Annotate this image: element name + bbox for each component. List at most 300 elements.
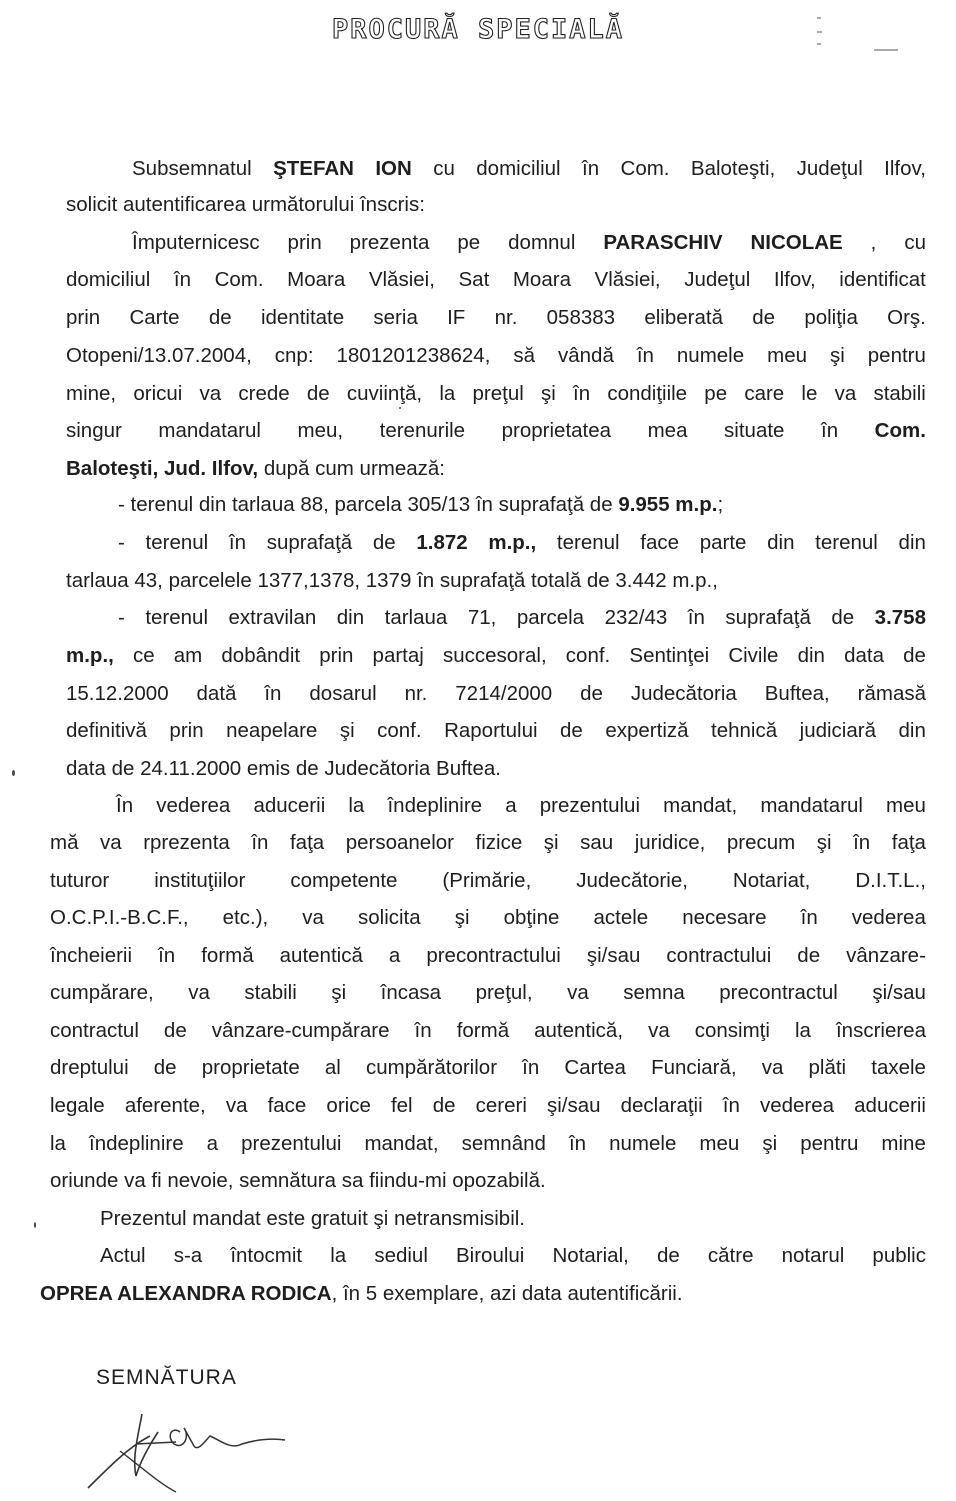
word: prin <box>169 719 204 742</box>
word: la <box>50 1132 66 1155</box>
word: contractul <box>50 1019 139 1042</box>
word: le <box>801 382 818 405</box>
text-line <box>66 418 926 444</box>
word: vederea <box>851 906 926 929</box>
word: competente <box>290 869 398 892</box>
word: data <box>844 644 884 667</box>
word: În <box>116 794 134 817</box>
word: de <box>153 1056 177 1079</box>
text-line <box>50 1093 926 1119</box>
word: NICOLAE <box>750 231 843 254</box>
word: în <box>853 831 871 854</box>
text-line <box>66 192 926 218</box>
word: prezentului <box>539 794 641 817</box>
word: pe <box>457 231 481 254</box>
word: , <box>870 231 877 254</box>
word: Notariat, <box>732 869 811 892</box>
word: pentru <box>800 1132 859 1155</box>
word: vânzare-cumpărare <box>211 1019 390 1042</box>
word: etc.), <box>222 906 269 929</box>
word: semnând <box>461 1132 546 1155</box>
word: face <box>640 531 680 554</box>
text-line <box>50 1055 926 1081</box>
word: fel <box>390 1094 413 1117</box>
word: D.I.T.L., <box>855 869 926 892</box>
text-line <box>66 267 926 293</box>
word: Com. <box>214 268 264 291</box>
word: nr. <box>494 306 518 329</box>
word: nr. <box>404 682 428 705</box>
word: aferente, <box>124 1094 206 1117</box>
word: dreptului <box>50 1056 129 1079</box>
word: în <box>800 906 818 929</box>
word: va <box>648 1019 670 1042</box>
bold-text: 9.955 m.p. <box>618 493 718 516</box>
word: neapelare <box>226 719 318 742</box>
word: Notarial, <box>552 1244 629 1267</box>
word: Vlăsiei, <box>368 268 435 291</box>
word: în <box>522 1056 540 1079</box>
word: la <box>348 794 365 817</box>
word: 1.872 <box>416 531 468 554</box>
word: autentică <box>279 944 363 967</box>
word: care <box>744 382 785 405</box>
word: meu, <box>297 419 344 442</box>
scan-speck <box>399 407 401 409</box>
word: Sat <box>458 268 490 291</box>
word: Judeţul <box>684 268 751 291</box>
word: Cartea <box>564 1056 626 1079</box>
text-line <box>66 381 926 407</box>
word: cereri <box>475 1094 527 1117</box>
word: înscrierea <box>835 1019 926 1042</box>
word: precontractului <box>426 944 561 967</box>
text-run: după cum urmează: <box>258 457 445 480</box>
document-title: PROCURĂ SPECIALĂ <box>331 14 625 45</box>
word: mea <box>647 419 688 442</box>
word: identitate <box>260 306 345 329</box>
word: plăti <box>808 1056 847 1079</box>
word: şi <box>454 906 470 929</box>
word: în <box>821 419 839 442</box>
word: prin <box>287 231 322 254</box>
word: va <box>761 1056 784 1079</box>
word: pe <box>704 382 728 405</box>
word: meu <box>699 1132 740 1155</box>
word: conf. <box>377 719 422 742</box>
word: mandat, <box>364 1132 439 1155</box>
word: terenul <box>145 531 209 554</box>
text-line <box>66 681 926 707</box>
word: şi <box>543 831 559 854</box>
word: precontractul <box>719 981 838 1004</box>
word: meu <box>886 794 926 817</box>
word: instituţiilor <box>154 869 246 892</box>
word: va <box>100 831 122 854</box>
word: vândă <box>558 344 614 367</box>
word: precum <box>726 831 796 854</box>
word: mă <box>50 831 79 854</box>
word: 058383 <box>546 306 616 329</box>
word: condiţiile <box>607 382 688 405</box>
text-line <box>50 1168 926 1194</box>
word: de <box>797 944 821 967</box>
word: extravilan <box>228 606 317 629</box>
word: la <box>794 1019 811 1042</box>
text-run: oriunde va fi nevoie, semnătura sa fiindu-mi opozabilă. <box>50 1169 546 1192</box>
word: şi <box>339 719 355 742</box>
word: 1801201238624, <box>336 344 491 367</box>
word: - <box>118 606 125 629</box>
word: mandatarul <box>158 419 261 442</box>
word: public <box>872 1244 926 1267</box>
word: de <box>831 606 855 629</box>
word: şi <box>540 382 556 405</box>
signature-label: SEMNĂTURA <box>96 1366 237 1389</box>
word: Com. <box>874 419 926 442</box>
word: judiciară <box>799 719 876 742</box>
word: Judeţul <box>796 157 863 180</box>
bold-text: OPREA ALEXANDRA RODICA <box>40 1282 332 1305</box>
word: poliţia <box>804 306 858 329</box>
word: din <box>767 531 795 554</box>
text-line <box>40 1281 926 1307</box>
word: (Primărie, <box>442 869 532 892</box>
word: Judecătoria <box>630 682 737 705</box>
word: eliberată <box>644 306 723 329</box>
word: suprafaţă <box>266 531 353 554</box>
word: autentică, <box>534 1019 624 1042</box>
word: vânzare- <box>846 944 926 967</box>
text-run: data de 24.11.2000 emis de Judecătoria Buftea. <box>66 757 501 780</box>
text-line <box>50 943 926 969</box>
word: şi/sau <box>586 944 641 967</box>
word: Ilfov, <box>884 157 926 180</box>
word: preţul, <box>475 981 533 1004</box>
text-run: tarlaua 43, parcelele 1377,1378, 1379 în suprafaţă totală de 3.442 m.p., <box>66 569 718 592</box>
word: va <box>567 981 589 1004</box>
word: obţine <box>503 906 560 929</box>
word: în <box>722 1094 740 1117</box>
word: proprietate <box>201 1056 300 1079</box>
word: cu <box>904 231 926 254</box>
text-line <box>50 1131 926 1157</box>
word: formă <box>201 944 254 967</box>
word: şi/sau <box>872 981 926 1004</box>
word: dosarul <box>309 682 377 705</box>
text-line <box>100 1243 926 1269</box>
word: în <box>264 682 282 705</box>
word: din <box>898 719 926 742</box>
word: terenurile <box>379 419 466 442</box>
word: va <box>834 382 857 405</box>
word: Ilfov, <box>773 268 816 291</box>
word: Moara <box>512 268 571 291</box>
handwritten-signature <box>80 1396 300 1496</box>
word: fizice <box>475 831 523 854</box>
word: suprafaţă <box>725 606 811 629</box>
word: numele <box>609 1132 677 1155</box>
word: dată <box>196 682 237 705</box>
word: terenul <box>556 531 620 554</box>
scan-speck <box>12 770 15 776</box>
word: domiciliul <box>66 268 151 291</box>
word: necesare <box>682 906 767 929</box>
word: cnp: <box>274 344 314 367</box>
word: stabili <box>244 981 297 1004</box>
word: sediul <box>374 1244 428 1267</box>
word: a <box>388 944 401 967</box>
word: consimţi <box>694 1019 770 1042</box>
word: încasa <box>380 981 442 1004</box>
text-line <box>118 530 926 556</box>
text-line <box>66 643 926 669</box>
word: Otopeni/13.07.2004, <box>66 344 252 367</box>
word: solicita <box>357 906 421 929</box>
word: a <box>206 1132 219 1155</box>
word: Carte <box>129 306 180 329</box>
text-line <box>50 980 926 1006</box>
word: aducerii <box>253 794 326 817</box>
word: juridice, <box>634 831 706 854</box>
word: cu <box>433 157 455 180</box>
text-line <box>66 343 926 369</box>
word: definitivă <box>66 719 147 742</box>
word: crede <box>238 382 290 405</box>
text-run: solicit autentificarea următorului înscris: <box>66 193 425 216</box>
word: rprezenta <box>143 831 230 854</box>
word: în <box>687 606 705 629</box>
word: în <box>636 344 654 367</box>
word: în <box>173 268 191 291</box>
word: Raportului <box>444 719 538 742</box>
word: de <box>580 682 603 705</box>
word: 3.758 <box>874 606 926 629</box>
word: Judecătorie, <box>576 869 688 892</box>
word: Sentinţei <box>629 644 710 667</box>
word: rămasă <box>857 682 926 705</box>
word: de <box>752 306 776 329</box>
word: la <box>330 1244 347 1267</box>
word: IF <box>447 306 466 329</box>
word: Civile <box>728 644 779 667</box>
word: face <box>267 1094 307 1117</box>
word: meu <box>767 344 808 367</box>
word: domiciliul <box>476 157 561 180</box>
word: Com. <box>620 157 670 180</box>
word: m.p., <box>66 644 114 667</box>
word: faţa <box>891 831 926 854</box>
word: şi/sau <box>546 1094 601 1117</box>
word: va <box>225 1094 248 1117</box>
word: mine, <box>66 382 117 405</box>
word: în <box>568 1132 587 1155</box>
word: Împuternicesc <box>132 231 260 254</box>
word: Actul <box>100 1244 146 1267</box>
word: prin <box>66 306 101 329</box>
word: terenul <box>815 531 878 554</box>
text-run: - terenul din tarlaua 88, parcela 305/13 în suprafaţă de <box>118 493 619 516</box>
text-line <box>66 305 926 331</box>
text-line <box>66 718 926 744</box>
word: parcela <box>516 606 585 629</box>
text-line <box>118 605 926 631</box>
word: pentru <box>867 344 926 367</box>
word: de <box>208 306 232 329</box>
word: de <box>432 1094 456 1117</box>
word: să <box>513 344 536 367</box>
word: tarlaua <box>384 606 448 629</box>
word: de <box>372 531 396 554</box>
word: persoanelor <box>345 831 454 854</box>
word: Subsemnatul <box>132 157 252 180</box>
word: şi <box>331 981 347 1004</box>
word: parte <box>699 531 747 554</box>
word: orice <box>326 1094 371 1117</box>
word: prezentului <box>241 1132 342 1155</box>
word: în <box>228 531 246 554</box>
word: în <box>251 831 269 854</box>
word: partaj <box>372 644 424 667</box>
word: prezenta <box>349 231 430 254</box>
word: terenul <box>145 606 209 629</box>
word: semna <box>623 981 685 1004</box>
word: ION <box>375 157 412 180</box>
word: Funciară, <box>651 1056 737 1079</box>
word: formă <box>456 1019 510 1042</box>
word: tuturor <box>50 869 110 892</box>
word: în <box>573 382 591 405</box>
word: taxele <box>871 1056 926 1079</box>
word: - <box>118 531 125 554</box>
word: oricui <box>133 382 183 405</box>
word: proprietatea <box>501 419 612 442</box>
scan-speck <box>34 1222 36 1228</box>
word: mandatarul <box>760 794 863 817</box>
word: faţa <box>289 831 325 854</box>
word: cuviinţă, <box>346 382 423 405</box>
text-line <box>66 568 926 594</box>
word: m.p., <box>488 531 537 554</box>
word: ŞTEFAN <box>273 157 354 180</box>
word: Orş. <box>887 306 926 329</box>
word: ce <box>132 644 155 667</box>
word: îndeplinire <box>387 794 483 817</box>
word: s-a <box>173 1244 203 1267</box>
word: sau <box>580 831 614 854</box>
word: va <box>302 906 324 929</box>
word: notarul <box>781 1244 845 1267</box>
word: Biroului <box>456 1244 525 1267</box>
text-line <box>100 1206 926 1232</box>
word: al <box>324 1056 341 1079</box>
word: aducerii <box>854 1094 926 1117</box>
text-line <box>118 492 926 518</box>
bold-text: Baloteşti, Jud. Ilfov, <box>66 457 259 480</box>
word: va <box>188 981 210 1004</box>
word: de <box>306 382 330 405</box>
word: la <box>439 382 456 405</box>
word: tehnică <box>711 719 778 742</box>
word: expertiză <box>605 719 689 742</box>
word: am <box>173 644 203 667</box>
word: cumpărătorilor <box>366 1056 498 1079</box>
word: către <box>707 1244 754 1267</box>
word: vederea <box>156 794 231 817</box>
word: mandat, <box>663 794 738 817</box>
text-line <box>50 1018 926 1044</box>
word: succesoral, <box>442 644 547 667</box>
text-line <box>66 456 926 482</box>
text-line <box>66 756 926 782</box>
word: identificat <box>839 268 926 291</box>
word: actele <box>593 906 649 929</box>
word: O.C.P.I.-B.C.F., <box>50 906 189 929</box>
word: dobândit <box>221 644 301 667</box>
word: de <box>163 1019 187 1042</box>
word: 7214/2000 <box>455 682 553 705</box>
word: singur <box>66 419 122 442</box>
text-run: , în 5 exemplare, azi data autentificării. <box>331 1282 683 1305</box>
text-line <box>50 830 926 856</box>
text-run: ; <box>717 493 724 516</box>
text-line <box>132 230 926 256</box>
word: domnul <box>508 231 576 254</box>
word: şi <box>829 344 845 367</box>
word: contractului <box>666 944 772 967</box>
word: 232/43 <box>604 606 668 629</box>
word: conf. <box>565 644 611 667</box>
word: întocmit <box>230 1244 303 1267</box>
word: mine <box>881 1132 926 1155</box>
text-run: Prezentul mandat este gratuit şi netransmisibil. <box>100 1207 526 1230</box>
word: şi <box>762 1132 778 1155</box>
text-line <box>50 905 926 931</box>
word: în <box>158 944 176 967</box>
word: încheierii <box>50 944 133 967</box>
word: Buftea, <box>764 682 830 705</box>
word: cumpărare, <box>50 981 154 1004</box>
word: din <box>336 606 365 629</box>
word: vederea <box>759 1094 835 1117</box>
text-line <box>50 868 926 894</box>
word: Baloteşti, <box>690 157 776 180</box>
word: prin <box>319 644 354 667</box>
word: PARASCHIV <box>603 231 723 254</box>
word: stabili <box>873 382 926 405</box>
text-line <box>132 156 926 182</box>
word: va <box>199 382 222 405</box>
word: seria <box>373 306 418 329</box>
word: 71, <box>467 606 497 629</box>
text-line <box>116 793 926 819</box>
word: legale <box>50 1094 105 1117</box>
word: declaraţii <box>620 1094 703 1117</box>
word: din <box>898 531 926 554</box>
word: Vlăsiei, <box>594 268 661 291</box>
word: îndeplinire <box>89 1132 184 1155</box>
word: 15.12.2000 <box>66 682 169 705</box>
word: de <box>656 1244 680 1267</box>
word: a <box>505 794 517 817</box>
word: preţul <box>472 382 524 405</box>
word: de <box>560 719 583 742</box>
word: în <box>414 1019 432 1042</box>
word: de <box>903 644 926 667</box>
word: şi <box>816 831 832 854</box>
word: în <box>582 157 600 180</box>
word: din <box>797 644 825 667</box>
